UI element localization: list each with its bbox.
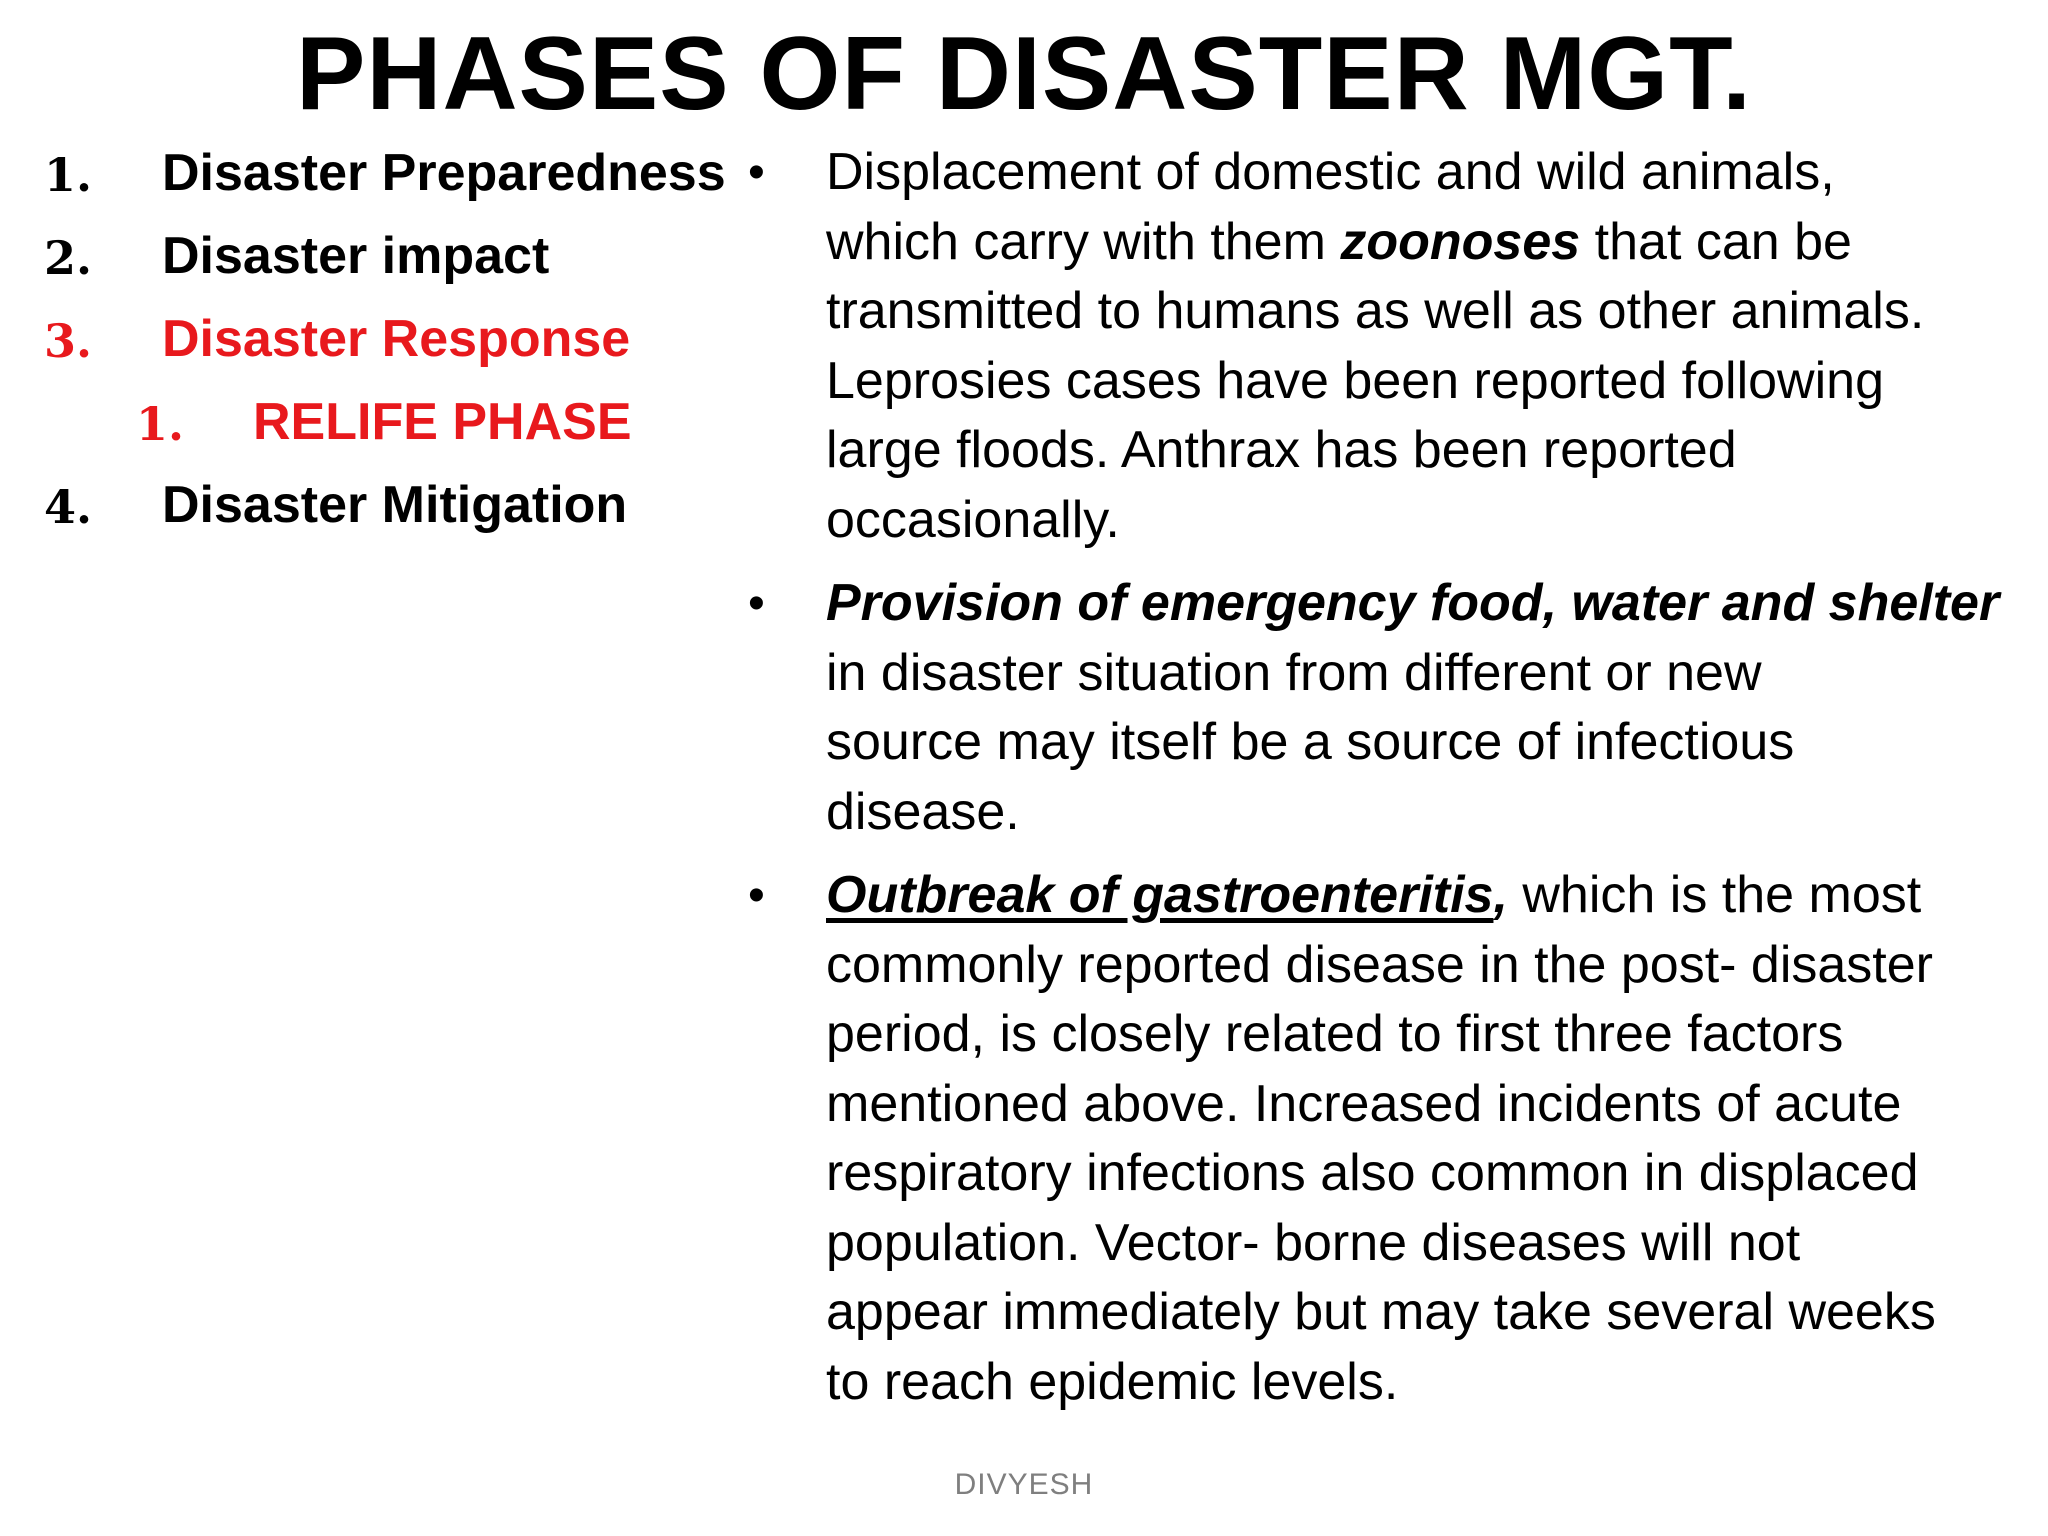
- bullet-line: population. Vector- borne diseases will not: [826, 1213, 1801, 1272]
- bullet-dot: •: [748, 146, 765, 199]
- bullet-line: in disaster situation from different or new: [826, 643, 1762, 702]
- bullet-text: which carry with them: [826, 212, 1341, 271]
- bullet-line: transmitted to humans as well as other animals.: [826, 282, 1925, 340]
- phase-item-mitigation: [44, 470, 744, 553]
- bullet-item-gastroenteritis: [744, 861, 2014, 1417]
- bullet-line: [826, 208, 2014, 278]
- bullet-text: ,: [1493, 866, 1508, 924]
- bullet-item-animals: [744, 138, 2014, 555]
- bullet-line: period, is closely related to first three factors: [826, 1005, 1844, 1063]
- emphasis-zoonoses: zoonoses: [1340, 212, 1581, 271]
- bullet-line: source may itself be a source of infectious: [826, 713, 1795, 771]
- phase-item-impact: [44, 221, 744, 304]
- phase-label: Disaster Preparedness: [162, 144, 726, 202]
- bullet-line: mentioned above. Increased incidents of acute: [826, 1074, 1902, 1133]
- phase-label: Disaster impact: [162, 227, 550, 285]
- bullet-line: occasionally.: [826, 490, 1120, 549]
- phase-number: 1.: [44, 148, 93, 202]
- bullet-dot: •: [748, 869, 765, 922]
- bullet-line: to reach epidemic levels.: [826, 1352, 1399, 1411]
- bullet-line: Leprosies cases have been reported following: [826, 351, 1885, 410]
- phase-label: RELIFE PHASE: [253, 393, 632, 451]
- bullet-text: that can be: [1580, 212, 1852, 271]
- bullet-line: [826, 861, 2014, 931]
- footer-author: DIVYESH: [954, 1468, 1094, 1501]
- phase-label: Disaster Response: [162, 310, 631, 368]
- bullet-line: appear immediately but may take several weeks: [826, 1283, 1936, 1341]
- phase-label: Disaster Mitigation: [162, 476, 628, 534]
- bullet-line: disease.: [826, 782, 1020, 841]
- bullet-line: commonly reported disease in the post- disaster: [826, 935, 1933, 994]
- phase-number: 1.: [136, 397, 185, 451]
- phases-list: [44, 138, 744, 553]
- bullet-line: respiratory infections also common in displaced: [826, 1144, 1919, 1202]
- phase-item-response: [44, 304, 744, 387]
- bullet-item-provision: [744, 569, 2014, 847]
- phase-number: 4.: [44, 480, 93, 534]
- bullet-text: which is the most: [1507, 866, 1922, 924]
- emphasis-provision: Provision of emergency food, water and shelter: [826, 574, 2000, 632]
- phase-number: 2.: [44, 231, 93, 285]
- emphasis-gastroenteritis: Outbreak of gastroenteritis: [826, 866, 1494, 924]
- phase-item-preparedness: [44, 138, 744, 221]
- phase-subitem-relife: [44, 387, 744, 470]
- bullet-list: [744, 138, 2014, 1431]
- bullet-line: large floods. Anthrax has been reported: [826, 421, 1737, 479]
- bullet-line: Displacement of domestic and wild animals,: [826, 143, 1835, 201]
- slide-title: PHASES OF DISASTER MGT.: [295, 16, 1753, 132]
- bullet-dot: •: [748, 577, 765, 630]
- phase-number: 3.: [44, 314, 93, 368]
